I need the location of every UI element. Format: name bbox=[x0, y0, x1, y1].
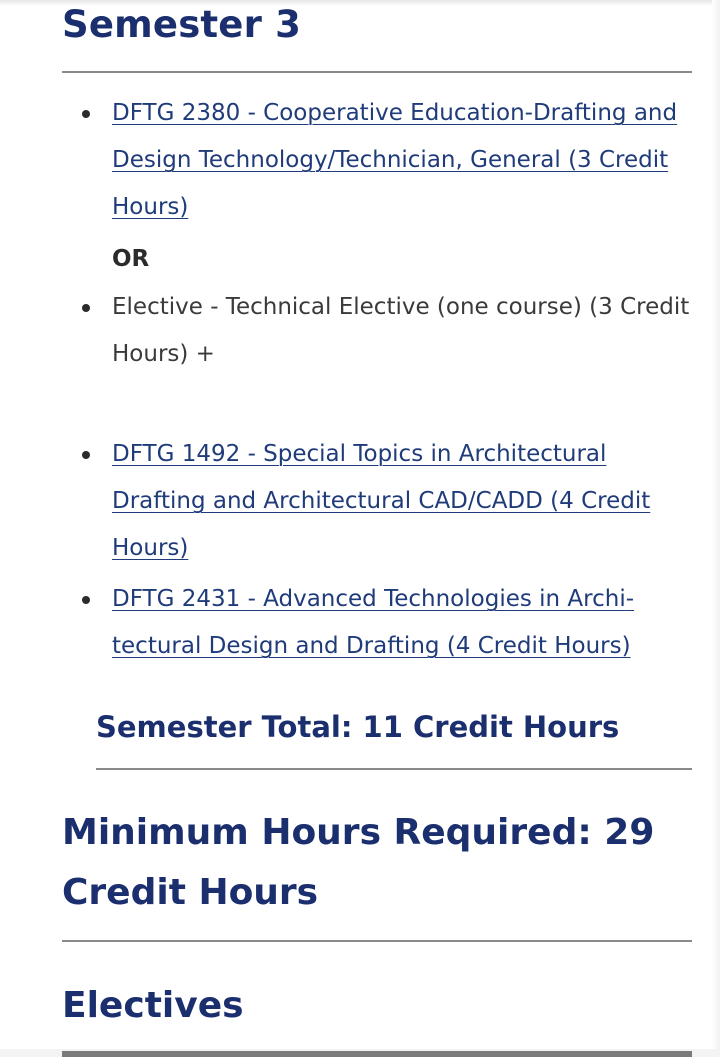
course-text-elective: Elective - Technical Elective (one course) (3 Credit Hours) + bbox=[112, 294, 690, 367]
bullet-icon bbox=[82, 451, 90, 459]
semester-divider bbox=[62, 71, 692, 73]
minimum-hours-divider bbox=[62, 940, 692, 942]
electives-heading: Electives bbox=[62, 985, 244, 1026]
bottom-divider bbox=[0, 1049, 720, 1057]
course-item-dftg-2431 bbox=[112, 576, 697, 670]
bullet-icon bbox=[82, 110, 90, 118]
bullet-icon bbox=[82, 304, 90, 312]
course-item-dftg-2380 bbox=[112, 90, 697, 231]
semester-total-divider bbox=[96, 768, 692, 770]
course-item-elective bbox=[112, 284, 697, 378]
right-edge-shadow bbox=[712, 0, 720, 1057]
course-link-dftg-2431[interactable]: DFTG 2431 - Advanced Technologies in Architectural Design and Drafting (4 Credit Hours) bbox=[112, 586, 635, 659]
semester-heading: Semester 3 bbox=[62, 3, 302, 46]
minimum-hours-heading: Minimum Hours Required: 29 Credit Hours bbox=[62, 812, 655, 913]
electives-divider bbox=[62, 1051, 692, 1057]
semester-total: Semester Total: 11 Credit Hours bbox=[96, 710, 620, 744]
or-separator: OR bbox=[112, 246, 150, 272]
course-item-dftg-1492 bbox=[112, 431, 697, 572]
bullet-icon bbox=[82, 596, 90, 604]
course-link-dftg-1492[interactable]: DFTG 1492 - Special Topics in Architectural Drafting and Architectural CAD/CADD (4 Credit Hours) bbox=[112, 441, 651, 561]
course-link-dftg-2380[interactable]: DFTG 2380 - Cooperative Education-Drafting and Design Technology/Technician, General (3 Credit Hours) bbox=[112, 100, 678, 220]
